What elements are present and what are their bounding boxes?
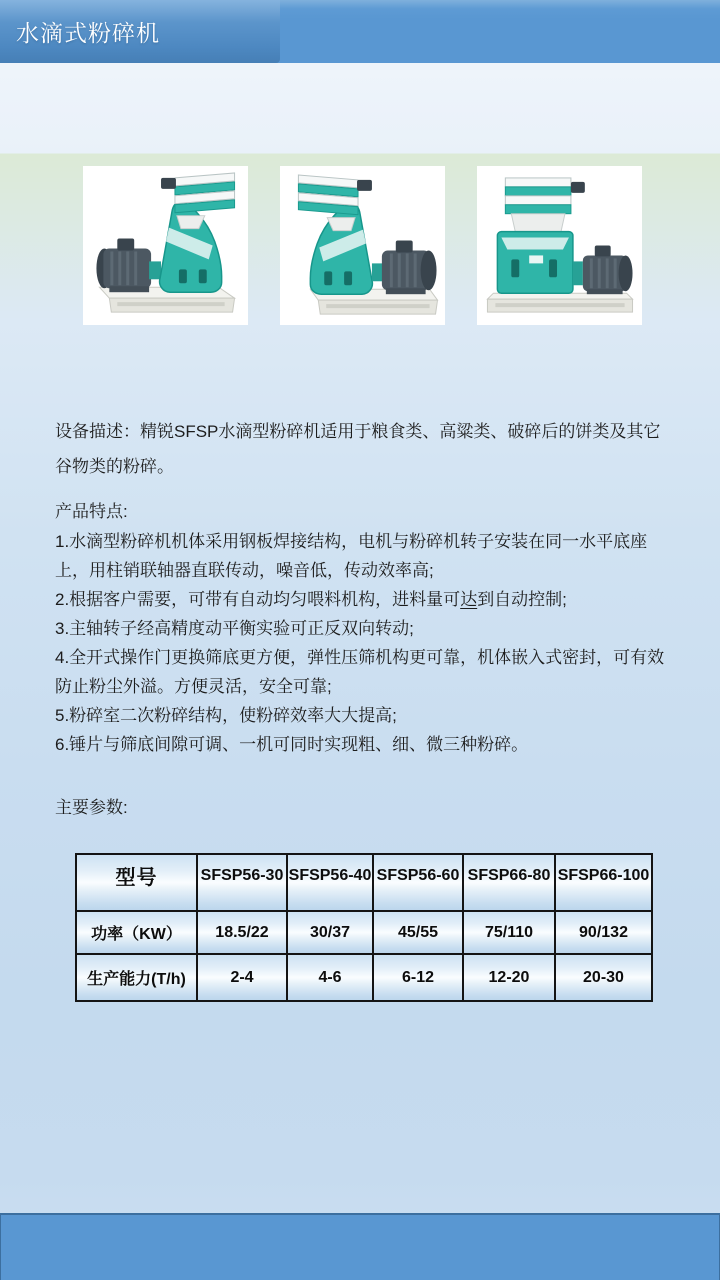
table-row-power (76, 911, 652, 954)
header-tab-active (0, 0, 280, 63)
page-header (0, 0, 720, 63)
power-value: 18.5/22 (197, 911, 287, 954)
feature-item-1: 1.水滴型粉碎机机体采用钢板焊接结构，电机与粉碎机转子安装在同一水平底座上，用柱销联轴器直联传动，噪音低，传动效率高; (55, 532, 648, 580)
underlined-text: 达 (460, 590, 478, 609)
capacity-value: 20-30 (555, 954, 652, 1001)
feature-item-3: 3.主轴转子经高精度动平衡实验可正反双向转动; (55, 619, 414, 638)
capacity-value: 4-6 (287, 954, 373, 1001)
parameters-table (75, 853, 653, 1002)
feature-item-2: 2.根据客户需要，可带有自动均匀喂料机构，进料量可达到自动控制; (55, 590, 567, 609)
column-header-sfsp56-60: SFSP56-60 (373, 854, 463, 911)
page-footer (0, 1213, 720, 1280)
feature-item-4: 4.全开式操作门更换筛底更方便，弹性压筛机构更可靠，机体嵌入式密封，可有效防止粉尘外溢。方便灵活，安全可靠; (55, 648, 665, 696)
column-header-model: 型号 (76, 854, 197, 911)
capacity-value: 2-4 (197, 954, 287, 1001)
power-value: 30/37 (287, 911, 373, 954)
product-images-row (83, 166, 642, 325)
product-image-3 (477, 166, 642, 325)
power-value: 45/55 (373, 911, 463, 954)
row-label-capacity: 生产能力(T/h) (76, 954, 197, 1001)
device-description (55, 414, 675, 484)
row-label-power: 功率（KW） (76, 911, 197, 954)
crusher-machine-illustration-right-view (280, 166, 445, 325)
power-value: 75/110 (463, 911, 555, 954)
column-header-sfsp66-80: SFSP66-80 (463, 854, 555, 911)
table-header-row (76, 854, 652, 911)
product-image-1 (83, 166, 248, 325)
capacity-value: 6-12 (373, 954, 463, 1001)
product-image-2 (280, 166, 445, 325)
column-header-sfsp66-100: SFSP66-100 (555, 854, 652, 911)
parameters-heading: 主要参数: (55, 798, 128, 817)
crusher-machine-illustration-front-view (477, 166, 642, 325)
column-header-sfsp56-30: SFSP56-30 (197, 854, 287, 911)
features-section (55, 497, 675, 759)
power-value: 90/132 (555, 911, 652, 954)
page-title: 水滴式粉碎机 (16, 20, 160, 46)
description-text: 精锐SFSP水滴型粉碎机适用于粮食类、高粱类、破碎后的饼类及其它谷物类的粉碎。 (55, 422, 661, 476)
feature-item-5: 5.粉碎室二次粉碎结构，使粉碎效率大大提高; (55, 706, 397, 725)
description-label: 设备描述： (55, 422, 140, 441)
features-heading: 产品特点: (55, 502, 128, 521)
crusher-machine-illustration-left-view (83, 166, 248, 325)
column-header-sfsp56-40: SFSP56-40 (287, 854, 373, 911)
feature-item-6: 6.锤片与筛底间隙可调、一机可同时实现粗、细、微三种粉碎。 (55, 735, 529, 754)
table-row-capacity (76, 954, 652, 1001)
capacity-value: 12-20 (463, 954, 555, 1001)
